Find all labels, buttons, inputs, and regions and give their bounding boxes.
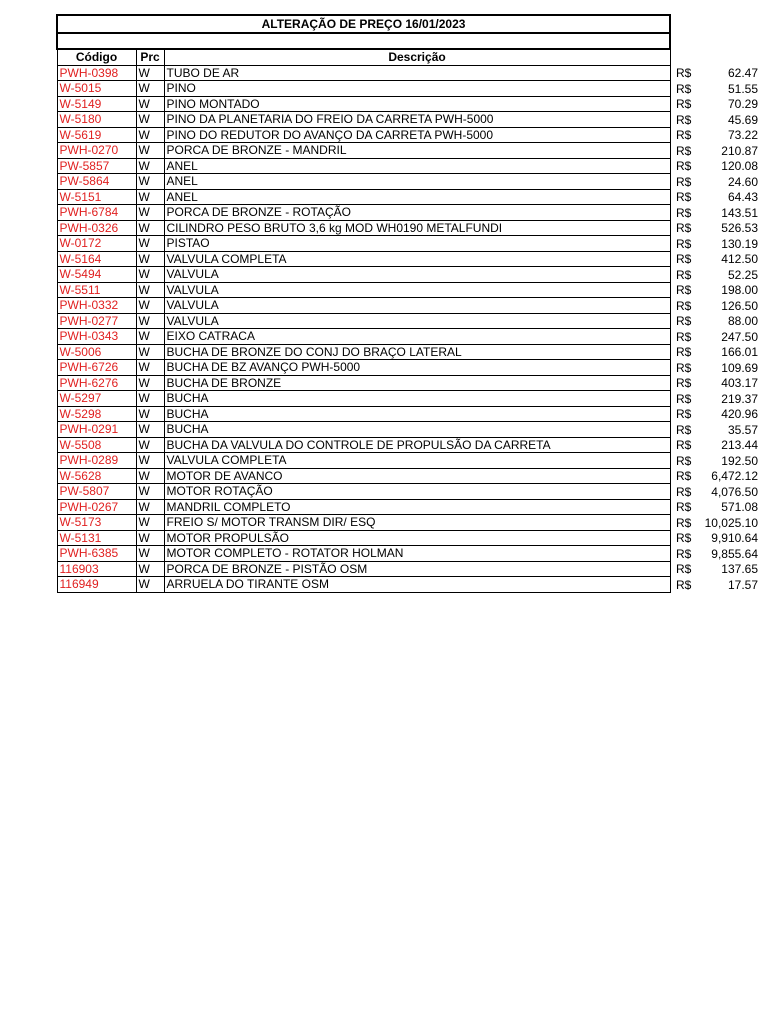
price-row — [676, 438, 758, 454]
table-row — [57, 515, 670, 531]
prc-cell: W — [136, 236, 164, 252]
price-value: 109.69 — [721, 360, 758, 375]
price-column — [676, 66, 758, 593]
currency-label: R$ — [676, 329, 692, 344]
price-value: 526.53 — [721, 221, 758, 235]
code-cell: W-5151 — [57, 189, 136, 205]
blank-row — [57, 33, 670, 49]
price-row — [676, 237, 758, 253]
price-value: 137.65 — [721, 562, 758, 576]
code-cell: W-5619 — [57, 127, 136, 143]
table-row — [57, 422, 670, 438]
price-value: 247.50 — [721, 329, 758, 344]
prc-cell: W — [136, 499, 164, 515]
code-cell: PWH-0277 — [57, 313, 136, 329]
description-cell: VALVULA — [164, 313, 670, 329]
prc-cell: W — [136, 484, 164, 500]
price-value: 52.25 — [727, 267, 758, 282]
table-row — [57, 344, 670, 360]
code-cell: W-5297 — [57, 391, 136, 407]
currency-label: R$ — [676, 205, 692, 220]
code-cell: PWH-6726 — [57, 360, 136, 376]
price-value: 571.08 — [721, 500, 758, 514]
table-row — [57, 375, 670, 391]
description-cell: BUCHA — [164, 391, 670, 407]
prc-cell: W — [136, 561, 164, 577]
price-value: 198.00 — [721, 283, 758, 297]
price-row — [676, 376, 758, 392]
title-row — [57, 15, 670, 33]
description-cell: VALVULA COMPLETA — [164, 453, 670, 469]
price-value: 9,910.64 — [711, 531, 758, 545]
price-row — [676, 330, 758, 346]
price-value: 24.60 — [727, 174, 758, 189]
table-row — [57, 282, 670, 298]
code-cell: PWH-0326 — [57, 220, 136, 236]
currency-label: R$ — [676, 422, 692, 437]
description-cell: ANEL — [164, 174, 670, 190]
price-table — [56, 14, 671, 593]
code-cell: PWH-0270 — [57, 143, 136, 159]
price-value: 6,472.12 — [711, 469, 758, 483]
currency-label: R$ — [676, 66, 692, 80]
description-cell: VALVULA — [164, 267, 670, 283]
price-value: 420.96 — [721, 407, 758, 421]
table-row — [57, 127, 670, 143]
code-cell: W-5173 — [57, 515, 136, 531]
currency-label: R$ — [676, 143, 692, 158]
prc-cell: W — [136, 282, 164, 298]
currency-label: R$ — [676, 531, 692, 545]
description-cell: MOTOR COMPLETO - ROTATOR HOLMAN — [164, 546, 670, 562]
price-value: 166.01 — [721, 345, 758, 359]
currency-label: R$ — [676, 407, 692, 421]
code-cell: PWH-0332 — [57, 298, 136, 314]
code-cell: W-5180 — [57, 112, 136, 128]
currency-label: R$ — [676, 562, 692, 576]
description-cell: VALVULA COMPLETA — [164, 251, 670, 267]
header-code: Código — [57, 49, 136, 65]
description-cell: MANDRIL COMPLETO — [164, 499, 670, 515]
code-cell: PW-5857 — [57, 158, 136, 174]
description-cell: PINO DA PLANETARIA DO FREIO DA CARRETA PWH-5000 — [164, 112, 670, 128]
prc-cell: W — [136, 81, 164, 97]
currency-label: R$ — [676, 500, 692, 514]
code-cell: PWH-6385 — [57, 546, 136, 562]
price-row — [676, 562, 758, 578]
description-cell: CILINDRO PESO BRUTO 3,6 kg MOD WH0190 METALFUNDI — [164, 220, 670, 236]
price-row — [676, 299, 758, 315]
table-row — [57, 329, 670, 345]
description-cell: PORCA DE BRONZE - PISTÃO OSM — [164, 561, 670, 577]
description-cell: ARRUELA DO TIRANTE OSM — [164, 577, 670, 593]
description-cell: BUCHA DA VALVULA DO CONTROLE DE PROPULSÃO DA CARRETA — [164, 437, 670, 453]
currency-label: R$ — [676, 159, 692, 173]
price-value: 192.50 — [721, 453, 758, 468]
code-cell: W-5511 — [57, 282, 136, 298]
price-row — [676, 175, 758, 191]
description-cell: FREIO S/ MOTOR TRANSM DIR/ ESQ — [164, 515, 670, 531]
currency-label: R$ — [676, 97, 692, 111]
currency-label: R$ — [676, 515, 692, 530]
prc-cell: W — [136, 406, 164, 422]
description-cell: PINO DO REDUTOR DO AVANÇO DA CARRETA PWH-5000 — [164, 127, 670, 143]
code-cell: W-5628 — [57, 468, 136, 484]
prc-cell: W — [136, 267, 164, 283]
table-row — [57, 530, 670, 546]
price-row — [676, 454, 758, 470]
price-value: 35.57 — [727, 422, 758, 437]
price-row — [676, 423, 758, 439]
currency-label: R$ — [676, 469, 692, 483]
currency-label: R$ — [676, 252, 692, 266]
prc-cell: W — [136, 422, 164, 438]
price-value: 88.00 — [727, 314, 758, 328]
code-cell: PWH-0343 — [57, 329, 136, 345]
price-row — [676, 221, 758, 237]
description-cell: PISTAO — [164, 236, 670, 252]
price-row — [676, 268, 758, 284]
price-row — [676, 516, 758, 532]
code-cell: 116903 — [57, 561, 136, 577]
description-cell: MOTOR PROPULSÃO — [164, 530, 670, 546]
price-row — [676, 485, 758, 501]
prc-cell: W — [136, 298, 164, 314]
prc-cell: W — [136, 158, 164, 174]
prc-cell: W — [136, 127, 164, 143]
code-cell: W-5015 — [57, 81, 136, 97]
price-value: 143.51 — [721, 205, 758, 220]
description-cell: BUCHA DE BRONZE — [164, 375, 670, 391]
prc-cell: W — [136, 530, 164, 546]
price-row — [676, 128, 758, 144]
description-cell: EIXO CATRACA — [164, 329, 670, 345]
code-cell: W-5494 — [57, 267, 136, 283]
price-value: 120.08 — [721, 159, 758, 173]
table-row — [57, 298, 670, 314]
code-cell: PWH-6276 — [57, 375, 136, 391]
price-row — [676, 283, 758, 299]
price-row — [676, 113, 758, 129]
prc-cell: W — [136, 329, 164, 345]
currency-label: R$ — [676, 314, 692, 328]
table-row — [57, 561, 670, 577]
price-row — [676, 82, 758, 98]
table-row — [57, 189, 670, 205]
prc-cell: W — [136, 437, 164, 453]
prc-cell: W — [136, 143, 164, 159]
description-cell: TUBO DE AR — [164, 65, 670, 81]
table-row — [57, 174, 670, 190]
table-row — [57, 391, 670, 407]
price-row — [676, 500, 758, 516]
price-row — [676, 361, 758, 377]
prc-cell: W — [136, 96, 164, 112]
code-cell: PWH-0291 — [57, 422, 136, 438]
table-row — [57, 81, 670, 97]
description-cell: VALVULA — [164, 298, 670, 314]
table-row — [57, 577, 670, 593]
price-value: 17.57 — [727, 577, 758, 592]
header-prc: Prc — [136, 49, 164, 65]
table-row — [57, 220, 670, 236]
price-row — [676, 144, 758, 160]
prc-cell: W — [136, 391, 164, 407]
prc-cell: W — [136, 453, 164, 469]
description-cell: VALVULA — [164, 282, 670, 298]
currency-label: R$ — [676, 360, 692, 375]
price-row — [676, 206, 758, 222]
table-row — [57, 453, 670, 469]
description-cell: BUCHA — [164, 422, 670, 438]
price-value: 412.50 — [721, 252, 758, 266]
code-cell: PWH-0398 — [57, 65, 136, 81]
description-cell: ANEL — [164, 189, 670, 205]
table-row — [57, 484, 670, 500]
price-row — [676, 314, 758, 330]
price-row — [676, 97, 758, 113]
price-row — [676, 190, 758, 206]
prc-cell: W — [136, 375, 164, 391]
header-description: Descrição — [164, 49, 670, 65]
code-cell: PWH-0289 — [57, 453, 136, 469]
currency-label: R$ — [676, 174, 692, 189]
prc-cell: W — [136, 65, 164, 81]
table-row — [57, 499, 670, 515]
table-row — [57, 313, 670, 329]
currency-label: R$ — [676, 236, 692, 251]
price-value: 45.69 — [727, 112, 758, 127]
currency-label: R$ — [676, 391, 692, 406]
table-row — [57, 468, 670, 484]
currency-label: R$ — [676, 221, 692, 235]
prc-cell: W — [136, 515, 164, 531]
price-value: 210.87 — [721, 143, 758, 158]
price-row — [676, 66, 758, 82]
price-row — [676, 252, 758, 268]
description-cell: MOTOR ROTAÇÃO — [164, 484, 670, 500]
price-value: 126.50 — [721, 298, 758, 313]
description-cell: BUCHA DE BRONZE DO CONJ DO BRAÇO LATERAL — [164, 344, 670, 360]
currency-label: R$ — [676, 438, 692, 452]
table-row — [57, 65, 670, 81]
description-cell: PORCA DE BRONZE - ROTAÇÃO — [164, 205, 670, 221]
currency-label: R$ — [676, 267, 692, 282]
price-value: 70.29 — [727, 97, 758, 111]
table-row — [57, 143, 670, 159]
description-cell: ANEL — [164, 158, 670, 174]
price-value: 403.17 — [721, 376, 758, 390]
table-row — [57, 267, 670, 283]
table-row — [57, 236, 670, 252]
price-value: 4,076.50 — [711, 484, 758, 499]
price-row — [676, 547, 758, 563]
description-cell: BUCHA — [164, 406, 670, 422]
currency-label: R$ — [676, 81, 692, 96]
price-row — [676, 345, 758, 361]
prc-cell: W — [136, 220, 164, 236]
table-row — [57, 205, 670, 221]
description-cell: PORCA DE BRONZE - MANDRIL — [164, 143, 670, 159]
price-value: 130.19 — [721, 236, 758, 251]
sheet-title: ALTERAÇÃO DE PREÇO 16/01/2023 — [57, 15, 670, 33]
code-cell: W-5298 — [57, 406, 136, 422]
code-cell: 116949 — [57, 577, 136, 593]
code-cell: PWH-6784 — [57, 205, 136, 221]
prc-cell: W — [136, 468, 164, 484]
currency-label: R$ — [676, 577, 692, 592]
prc-cell: W — [136, 251, 164, 267]
currency-label: R$ — [676, 484, 692, 499]
price-value: 51.55 — [727, 81, 758, 96]
price-sheet — [56, 14, 671, 593]
table-row — [57, 546, 670, 562]
prc-cell: W — [136, 546, 164, 562]
code-cell: W-5164 — [57, 251, 136, 267]
table-row — [57, 251, 670, 267]
price-value: 64.43 — [727, 190, 758, 204]
price-row — [676, 531, 758, 547]
code-cell: PW-5864 — [57, 174, 136, 190]
code-cell: PWH-0267 — [57, 499, 136, 515]
prc-cell: W — [136, 360, 164, 376]
currency-label: R$ — [676, 345, 692, 359]
description-cell: PINO MONTADO — [164, 96, 670, 112]
currency-label: R$ — [676, 376, 692, 390]
currency-label: R$ — [676, 128, 692, 142]
table-row — [57, 437, 670, 453]
price-row — [676, 407, 758, 423]
prc-cell: W — [136, 205, 164, 221]
price-row — [676, 159, 758, 175]
prc-cell: W — [136, 189, 164, 205]
table-row — [57, 158, 670, 174]
description-cell: BUCHA DE BZ AVANÇO PWH-5000 — [164, 360, 670, 376]
currency-label: R$ — [676, 190, 692, 204]
price-value: 73.22 — [727, 128, 758, 142]
code-cell: W-0172 — [57, 236, 136, 252]
code-cell: W-5131 — [57, 530, 136, 546]
table-row — [57, 360, 670, 376]
table-row — [57, 406, 670, 422]
table-row — [57, 112, 670, 128]
prc-cell: W — [136, 174, 164, 190]
code-cell: W-5508 — [57, 437, 136, 453]
price-row — [676, 578, 758, 594]
prc-cell: W — [136, 577, 164, 593]
price-row — [676, 469, 758, 485]
prc-cell: W — [136, 313, 164, 329]
description-cell: PINO — [164, 81, 670, 97]
table-row — [57, 96, 670, 112]
price-row — [676, 392, 758, 408]
prc-cell: W — [136, 344, 164, 360]
header-row — [57, 49, 670, 65]
currency-label: R$ — [676, 298, 692, 313]
price-value: 213.44 — [721, 438, 758, 452]
code-cell: W-5149 — [57, 96, 136, 112]
price-value: 62.47 — [727, 66, 758, 80]
description-cell: MOTOR DE AVANCO — [164, 468, 670, 484]
price-value: 10,025.10 — [704, 515, 758, 530]
code-cell: PW-5807 — [57, 484, 136, 500]
code-cell: W-5006 — [57, 344, 136, 360]
currency-label: R$ — [676, 283, 692, 297]
currency-label: R$ — [676, 453, 692, 468]
price-value: 219.37 — [721, 391, 758, 406]
prc-cell: W — [136, 112, 164, 128]
price-value: 9,855.64 — [711, 546, 758, 561]
currency-label: R$ — [676, 546, 692, 561]
currency-label: R$ — [676, 112, 692, 127]
